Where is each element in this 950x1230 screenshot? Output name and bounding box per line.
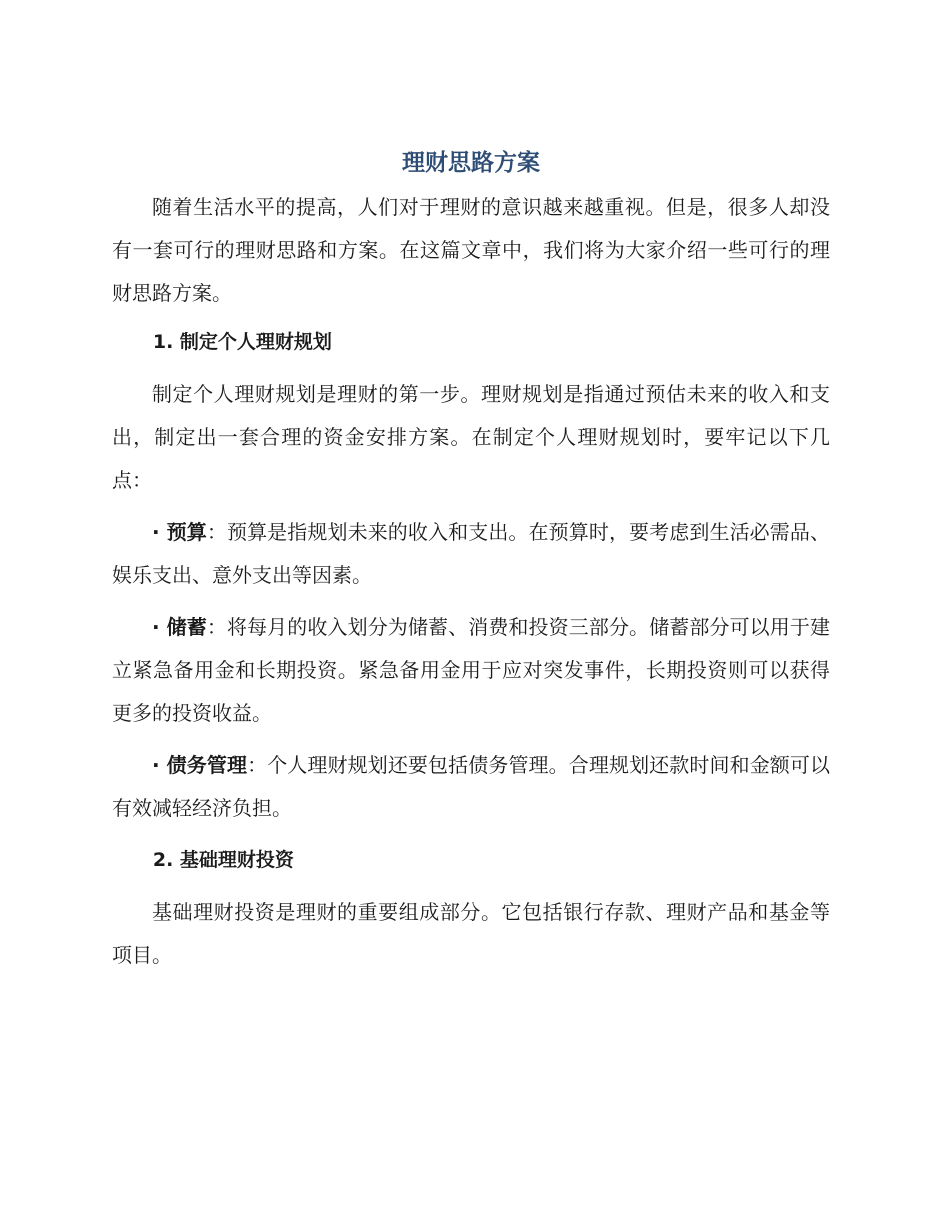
section-2-paragraph: 基础理财投资是理财的重要组成部分。它包括银行存款、理财产品和基金等项目。 — [112, 900, 830, 967]
document-title: 理财思路方案 — [402, 150, 540, 176]
bullet-budget-text: ：预算是指规划未来的收入和支出。在预算时，要考虑到生活必需品、娱乐支出、意外支出等因素。 — [112, 520, 830, 587]
bullet-debt — [112, 744, 830, 830]
bullet-budget — [112, 511, 830, 597]
section-2-heading: 2. 基础理财投资 — [152, 849, 294, 871]
bullet-debt-term: · 债务管理 — [152, 753, 248, 777]
bullet-budget-term: · 预算 — [152, 520, 207, 544]
section-1-paragraph: 制定个人理财规划是理财的第一步。理财规划是指通过预估未来的收入和支出，制定出一套合理的资金安排方案。在制定个人理财规划时，要牢记以下几点： — [112, 382, 830, 492]
bullet-savings-text: ：将每月的收入划分为储蓄、消费和投资三部分。储蓄部分可以用于建立紧急备用金和长期投资。紧急备用金用于应对突发事件，长期投资则可以获得更多的投资收益。 — [112, 615, 830, 725]
bullet-savings — [112, 606, 830, 735]
intro-paragraph: 随着生活水平的提高，人们对于理财的意识越来越重视。但是，很多人却没有一套可行的理财思路和方案。在这篇文章中，我们将为大家介绍一些可行的理财思路方案。 — [112, 195, 830, 305]
bullet-savings-term: · 储蓄 — [152, 615, 207, 639]
document-page — [112, 146, 830, 986]
bullet-debt-text: ：个人理财规划还要包括债务管理。合理规划还款时间和金额可以有效减轻经济负担。 — [112, 753, 831, 820]
section-1-heading: 1. 制定个人理财规划 — [152, 331, 332, 353]
